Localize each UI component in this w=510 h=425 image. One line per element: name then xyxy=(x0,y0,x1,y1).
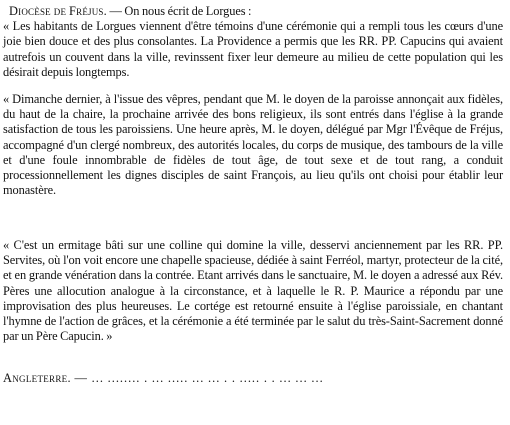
paragraph-4-partial xyxy=(3,371,503,386)
intro-text: — On nous écrit de Lorgues : xyxy=(106,4,252,18)
paragraph-intro xyxy=(3,4,503,80)
paragraph-2 xyxy=(3,92,503,198)
paragraph-3-text: « C'est un ermitage bâti sur une colline qui domine la ville, desservi anciennement par les RR. PP. Servites, où l'on voit encore une chapelle spacieuse, dédiée à saint Ferréol, martyr, protecteur de la cité, et en grande vénération dans la contrée. Etant arrivés dans le sanctuaire, M. le doyen a adressé aux Rév. Pères une allocution analogue à la circonstance, et à laquelle le R. P. Maurice a répondu par une improvisation des plus heureuses. Le cortége est retourné ensuite à l'église paroissiale, en chantant l'hymne de l'action de grâces, et la cérémonie a été terminée par le salut du très-Saint-Sacrement donné par un Père Capucin. » xyxy=(3,238,503,344)
paragraph-2-text: « Dimanche dernier, à l'issue des vêpres, pendant que M. le doyen de la paroisse annonçait aux fidèles, du haut de la chaire, la prochaine arrivée des bons religieux, ils sont entrés dans l'église à la grande satisfaction de tous les paroissiens. Une heure après, M. le doyen, délégué par Mgr l'Évêque de Fréjus, accompagné d'un clergé nombreux, des autorités locales, du corps de musique, des tambours de la ville et d'une foule innombrable de fidèles de tout âge, de tout sexe et de tout rang, a conduit processionnellement les dignes disciples de saint François, au lieu qu'ils ont choisi pour établir leur monastère. xyxy=(3,92,503,198)
next-section-heading: Angleterre. xyxy=(3,371,71,385)
paragraph-1-text: « Les habitants de Lorgues viennent d'être témoins d'une cérémonie qui a rempli tous les cœurs d'une joie bien douce et des plus consolantes. La Providence a permis que les RR. PP. Capucins qui avaient autrefois un couvent dans la ville, revinssent fixer leur demeure au milieu de cette population qui les désirait depuis longtemps. xyxy=(3,19,503,79)
section-heading: Diocèse de Fréjus. xyxy=(9,4,107,18)
next-section-text: — ... ........ . ... ..... ... ... . . ..... . . ... ... ... xyxy=(70,371,324,385)
paragraph-3 xyxy=(3,238,503,344)
